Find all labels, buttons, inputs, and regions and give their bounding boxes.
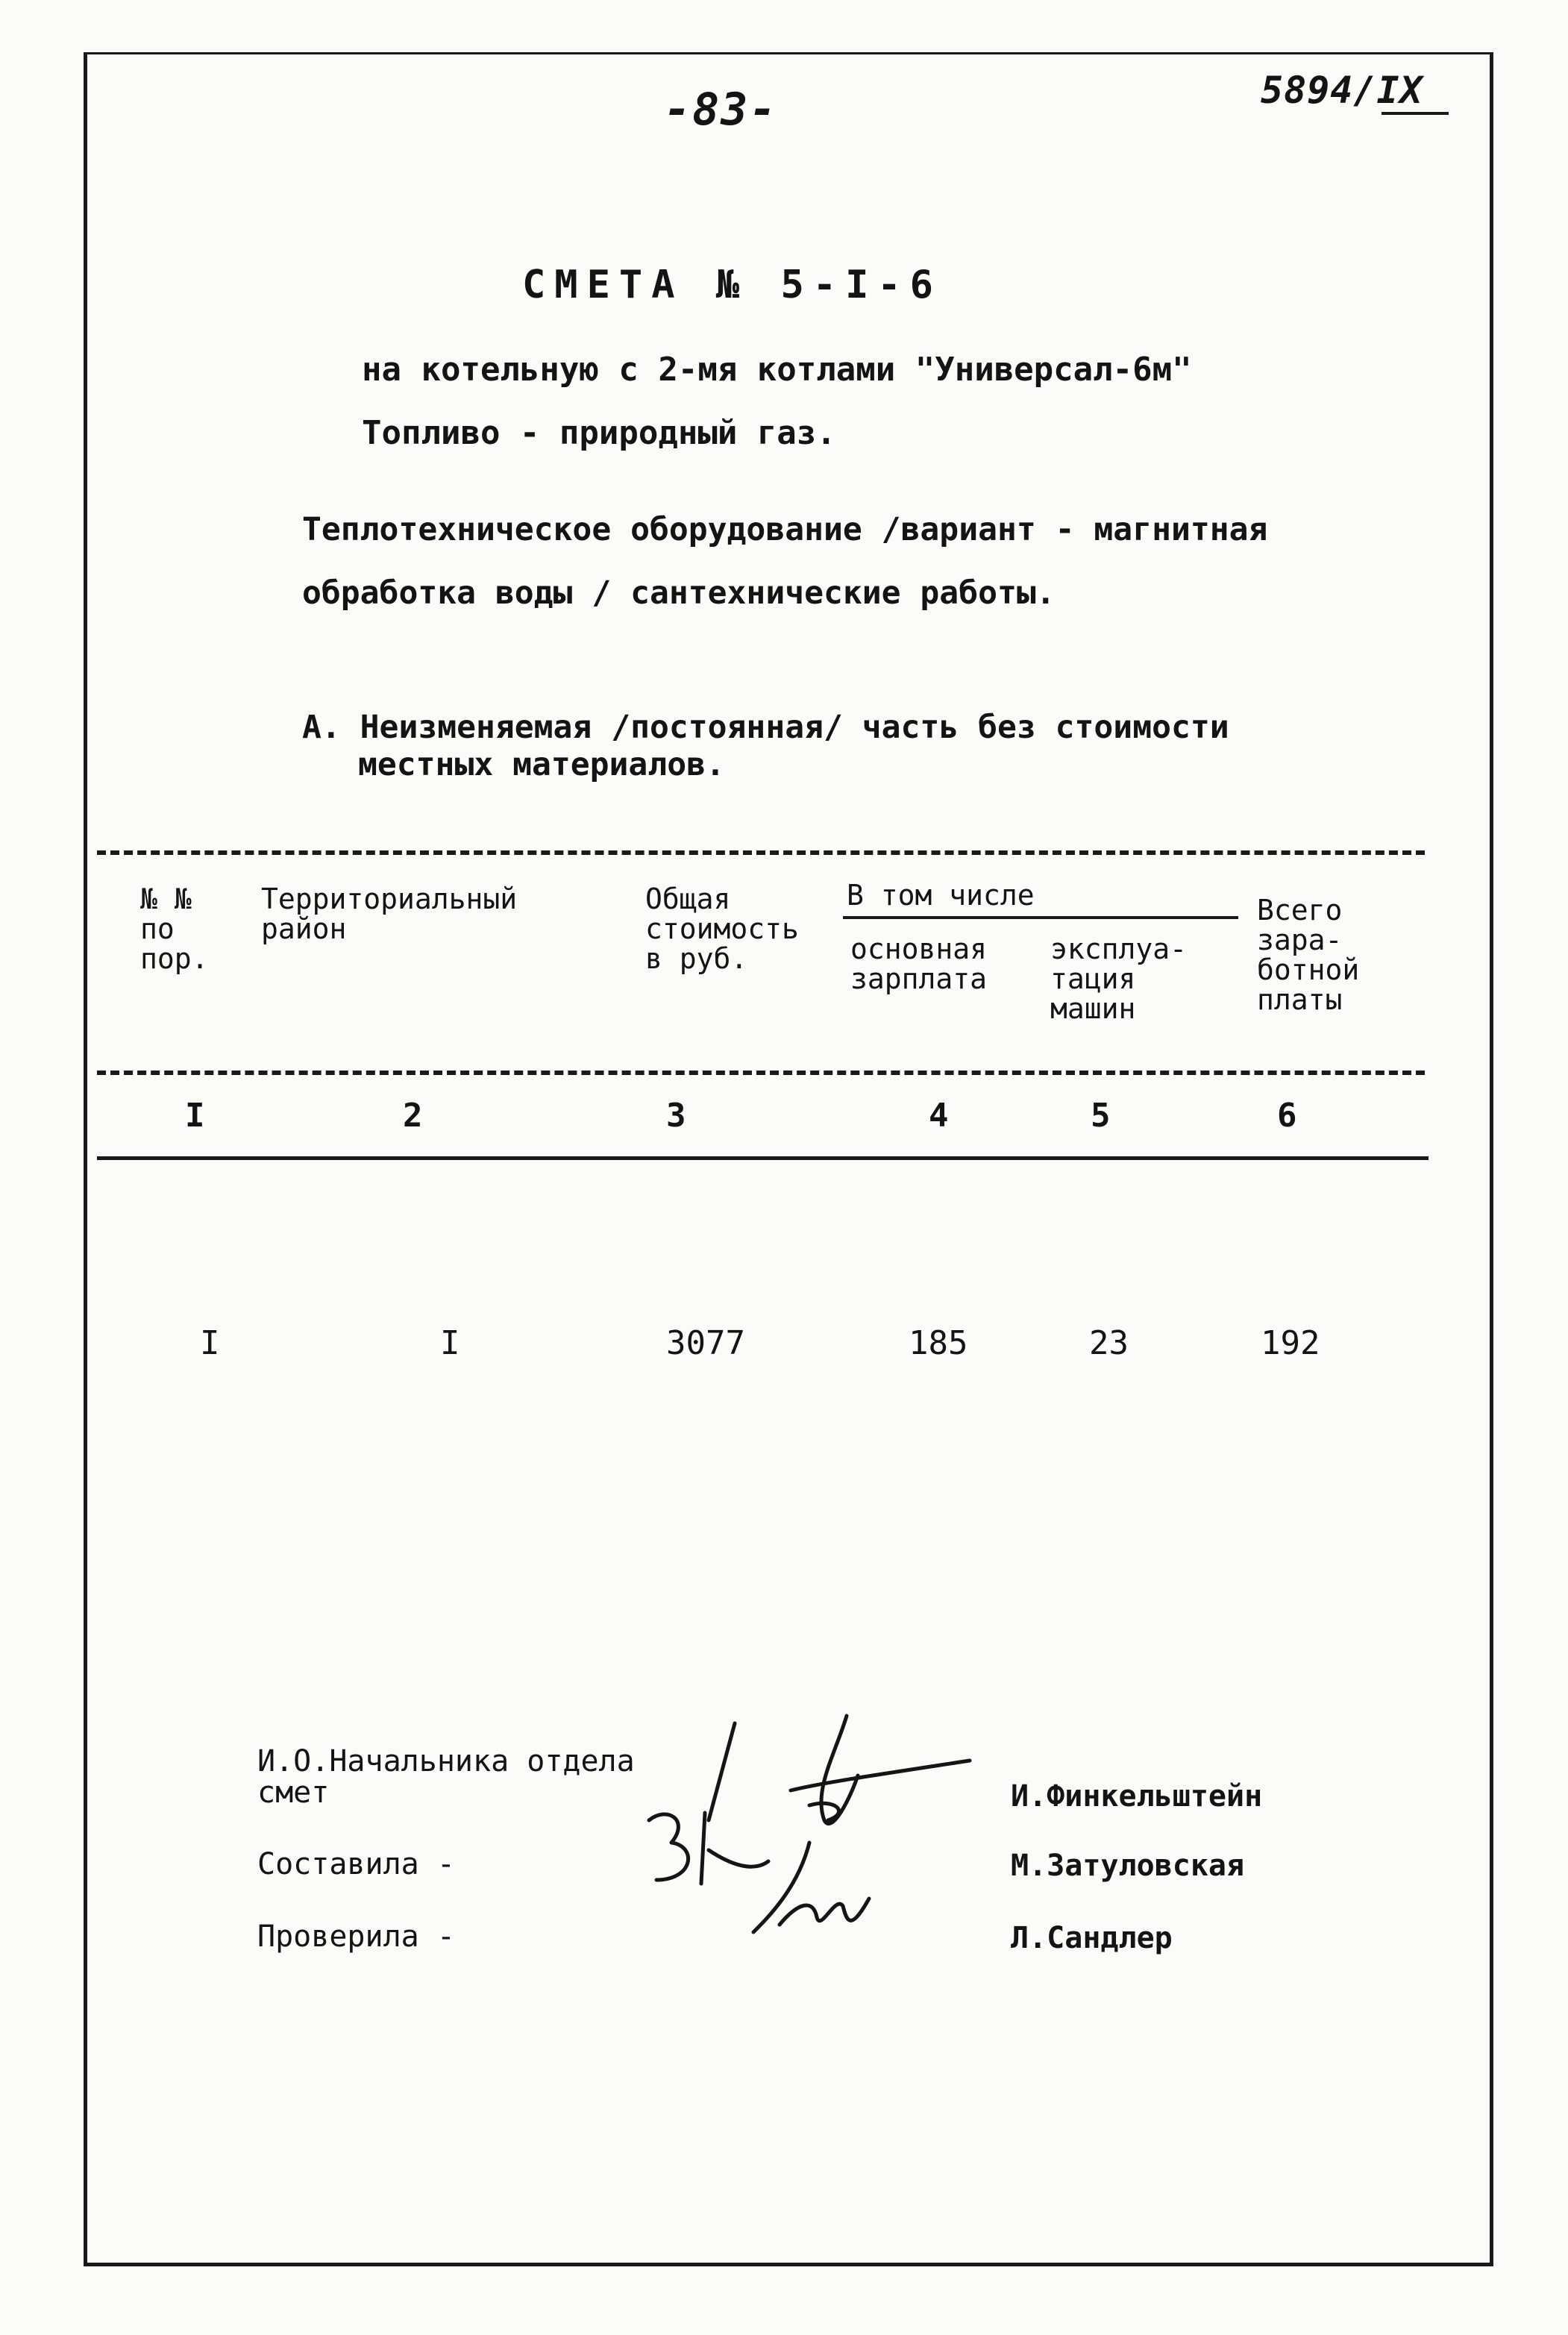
cell-region: I <box>440 1324 460 1362</box>
cell-row-number: I <box>200 1324 220 1362</box>
checked-by-name: Л.Сандлер <box>1011 1921 1173 1955</box>
column-number: I <box>185 1097 205 1135</box>
cell-total-wages: 192 <box>1261 1324 1320 1362</box>
header-bottom-rule <box>97 1071 1425 1075</box>
header-base-wages: основная зарплата <box>850 933 988 995</box>
header-machine-operation: эксплуа- тация машин <box>1050 933 1188 1025</box>
table-top-rule <box>97 850 1425 855</box>
section-a-line-2: местных материалов. <box>358 746 725 783</box>
header-total-cost: Общая стоимость в руб. <box>645 883 799 975</box>
compiled-by-label: Составила - <box>257 1847 455 1881</box>
compiled-by-name: М.Затуловская <box>1011 1849 1245 1883</box>
page-number: -83- <box>664 84 778 136</box>
header-total-wages: Всего зара- ботной платы <box>1257 894 1360 1016</box>
header-including: В том числе <box>847 879 1035 912</box>
column-numbers-rule <box>97 1156 1429 1160</box>
head-of-department-name: И.Финкельштейн <box>1011 1779 1263 1814</box>
handwritten-signatures <box>627 1708 1029 1992</box>
header-region: Территориальный район <box>261 883 518 945</box>
including-underline <box>843 916 1238 919</box>
head-of-department-label: И.О.Начальника отдела смет <box>257 1744 635 1810</box>
document-code: 5894/IX <box>1261 69 1423 112</box>
scope-line-2: обработка воды / сантехнические работы. <box>302 574 1056 612</box>
column-number: 4 <box>929 1097 949 1135</box>
document-code-underline <box>1382 112 1449 115</box>
column-number: 2 <box>403 1097 423 1135</box>
subject-line-1: на котельную с 2-мя котлами "Универсал-6м" <box>362 351 1192 389</box>
cell-total-cost: 3077 <box>666 1324 745 1362</box>
document-title: СМЕТА № 5-I-6 <box>522 263 942 307</box>
subject-line-2: Топливо - природный газ. <box>362 414 836 452</box>
column-number: 3 <box>666 1097 686 1135</box>
header-row-number: № № по пор. <box>140 883 209 975</box>
column-number: 5 <box>1091 1097 1111 1135</box>
cell-base-wages: 185 <box>909 1324 968 1362</box>
cell-machine-operation: 23 <box>1089 1324 1129 1362</box>
section-a-line-1: А. Неизменяемая /постоянная/ часть без стоимости <box>302 709 1229 746</box>
checked-by-label: Проверила - <box>257 1919 455 1954</box>
scope-line-1: Теплотехническое оборудование /вариант - магнитная <box>302 511 1268 548</box>
column-number: 6 <box>1277 1097 1297 1135</box>
